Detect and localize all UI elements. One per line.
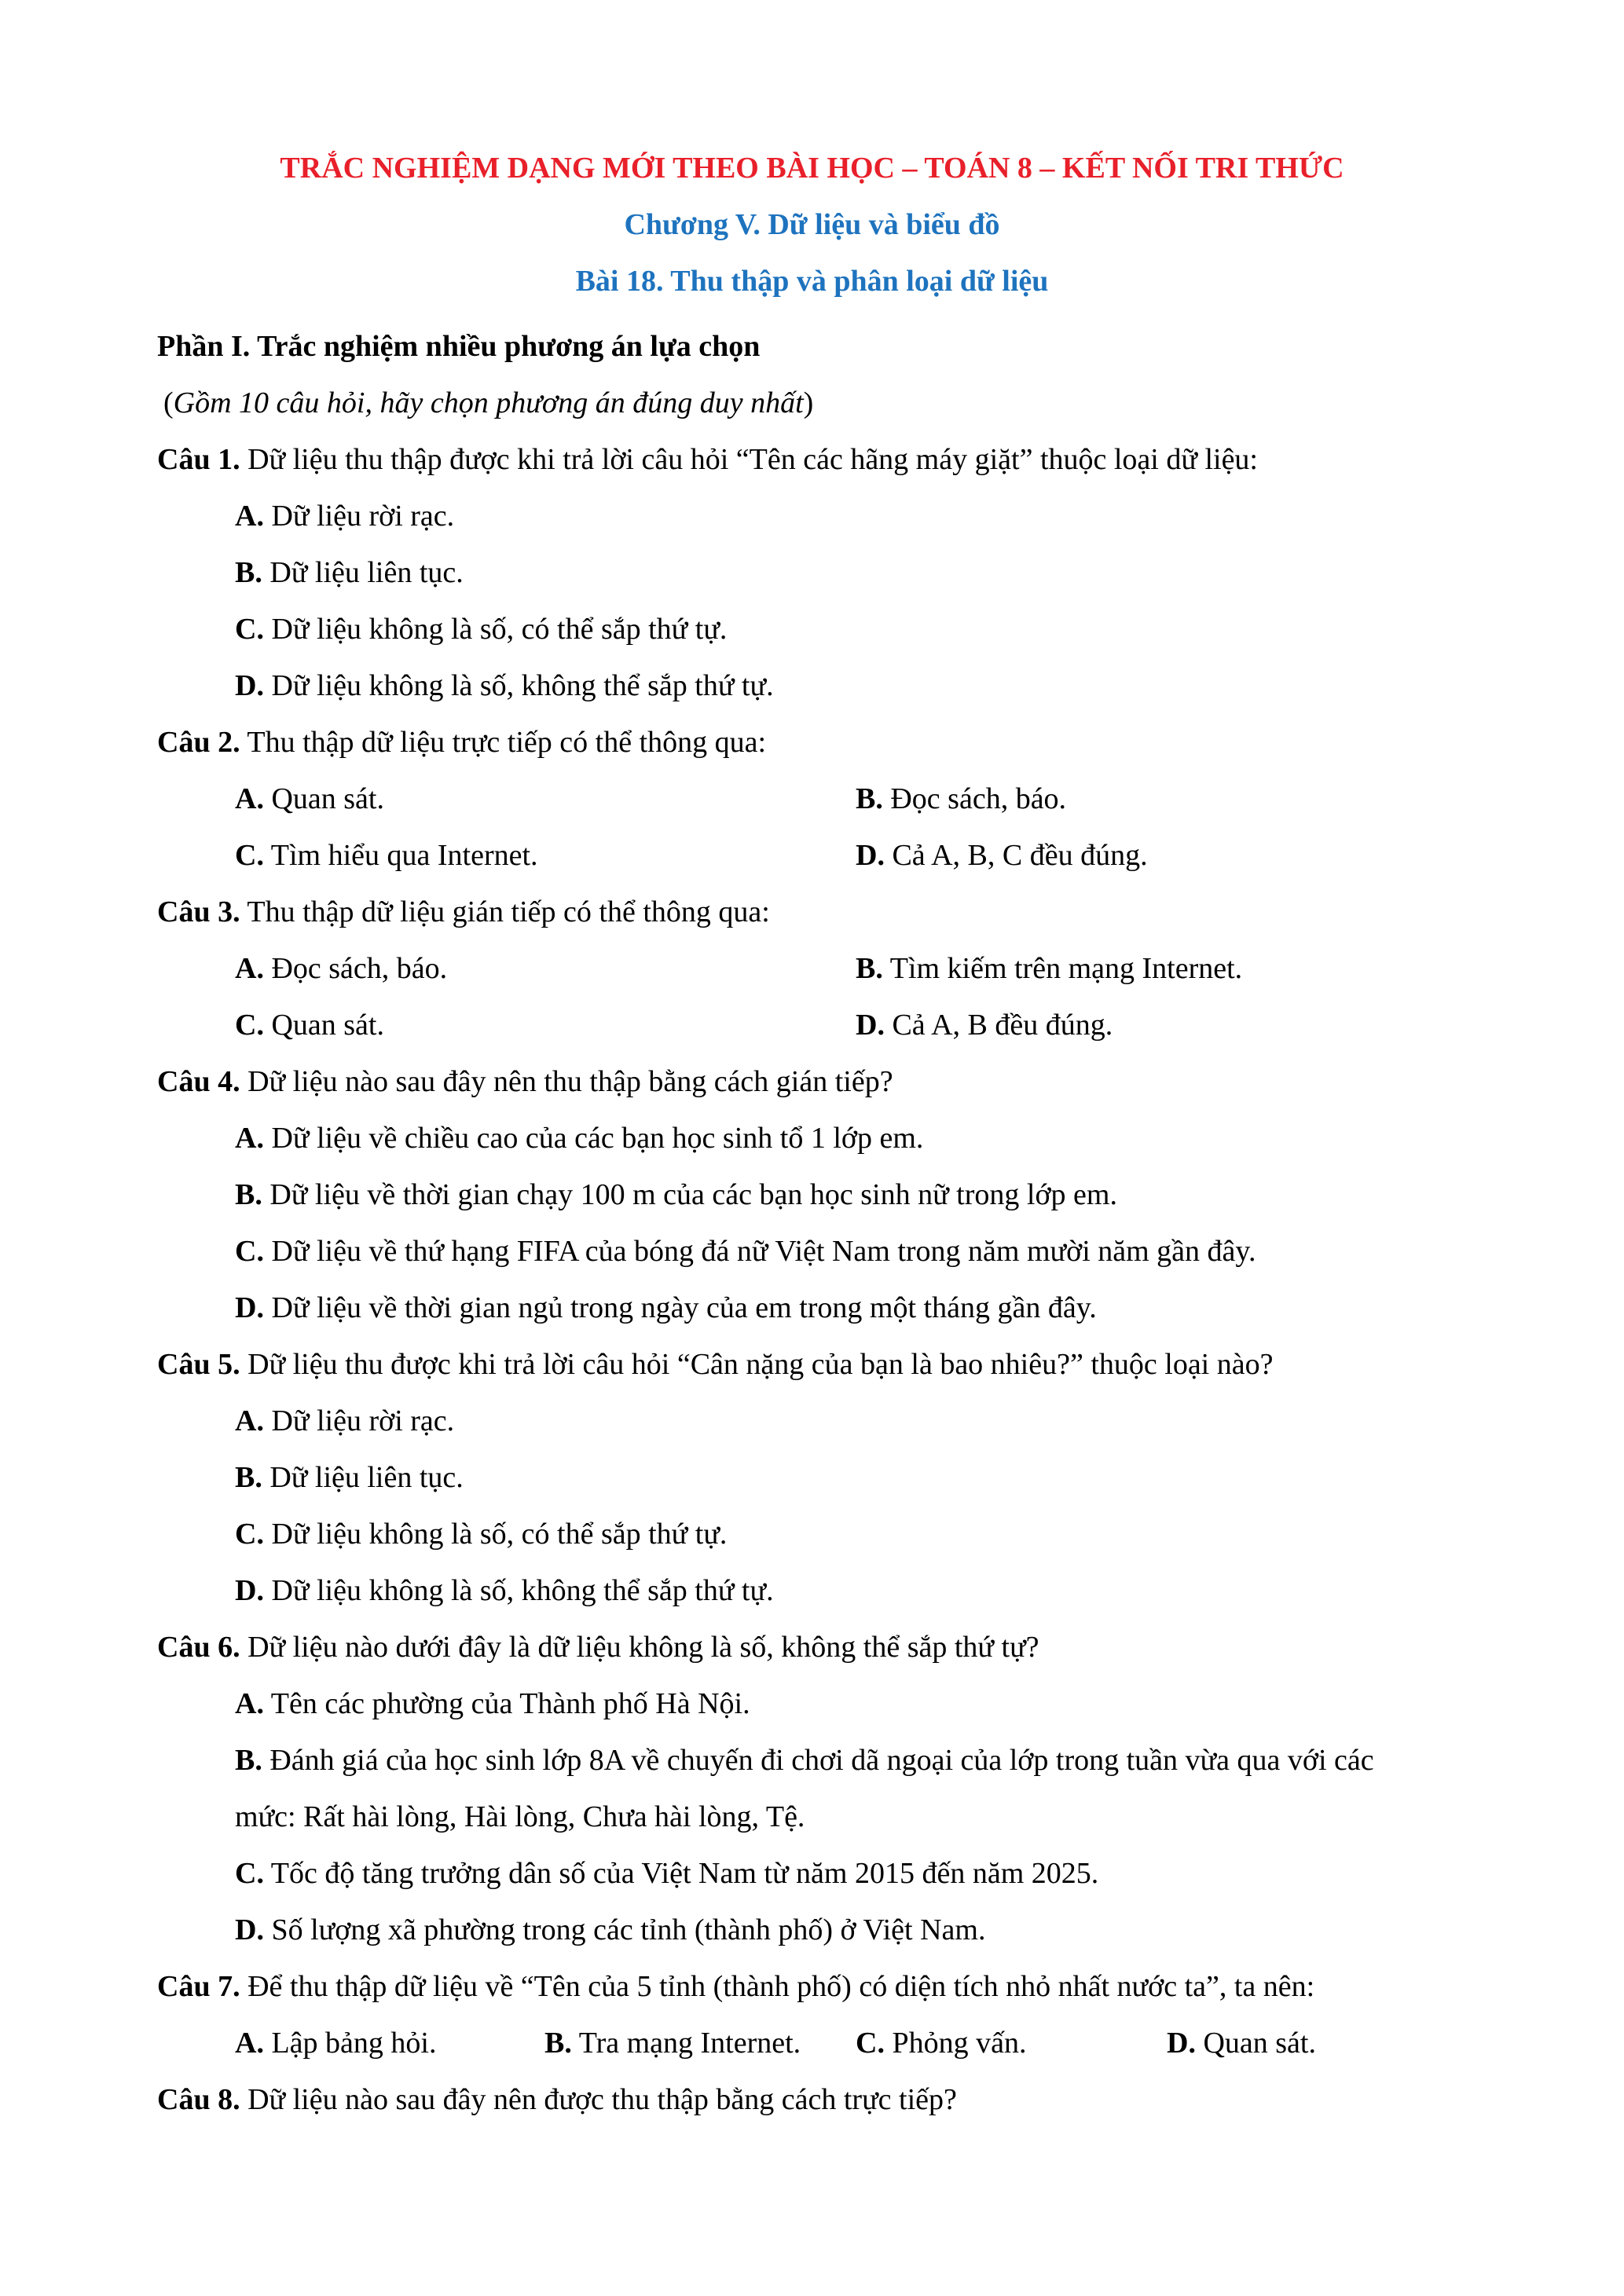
q4-option-d: D. Dữ liệu về thời gian ngủ trong ngày của em trong một tháng gần đây. [235, 1291, 1097, 1324]
q6-option-b: B. Đánh giá của học sinh lớp 8A về chuyến đi chơi dã ngoại của lớp trong tuần vừa qua với các [235, 1744, 1374, 1777]
q7-option-b: B. Tra mạng Internet. [544, 2027, 801, 2060]
q5-option-a: A. Dữ liệu rời rạc. [235, 1404, 455, 1437]
q7-option-c: C. Phỏng vấn. [856, 2027, 1027, 2060]
question-5: Câu 5. Dữ liệu thu được khi trả lời câu hỏi “Cân nặng của bạn là bao nhiêu?” thuộc loại nào? [157, 1348, 1274, 1381]
q2-option-d: D. Cả A, B, C đều đúng. [856, 839, 1148, 872]
question-8: Câu 8. Dữ liệu nào sau đây nên được thu thập bằng cách trực tiếp? [157, 2083, 957, 2116]
q5-option-d: D. Dữ liệu không là số, không thể sắp thứ tự. [235, 1574, 774, 1607]
q4-option-a: A. Dữ liệu về chiều cao của các bạn học sinh tổ 1 lớp em. [235, 1122, 924, 1155]
q2-option-a: A. Quan sát. [235, 782, 384, 815]
q5-option-c: C. Dữ liệu không là số, có thể sắp thứ tự. [235, 1518, 728, 1551]
question-6: Câu 6. Dữ liệu nào dưới đây là dữ liệu không là số, không thể sắp thứ tự? [157, 1631, 1039, 1664]
lesson-heading: Bài 18. Thu thập và phân loại dữ liệu [575, 265, 1049, 298]
q2-option-c: C. Tìm hiểu qua Internet. [235, 839, 538, 872]
q2-option-b: B. Đọc sách, báo. [856, 782, 1067, 815]
q3-option-d: D. Cả A, B đều đúng. [856, 1009, 1113, 1042]
q4-option-b: B. Dữ liệu về thời gian chạy 100 m của các bạn học sinh nữ trong lớp em. [235, 1178, 1117, 1211]
question-7: Câu 7. Để thu thập dữ liệu về “Tên của 5 tỉnh (thành phố) có diện tích nhỏ nhất nước ta”, ta nên: [157, 1970, 1315, 2003]
section-title: Phần I. Trắc nghiệm nhiều phương án lựa chọn [157, 330, 761, 363]
q6-option-a: A. Tên các phường của Thành phố Hà Nội. [235, 1687, 750, 1720]
q1-option-a: A. Dữ liệu rời rạc. [235, 500, 455, 533]
q5-option-b: B. Dữ liệu liên tục. [235, 1461, 464, 1494]
q3-option-c: C. Quan sát. [235, 1009, 384, 1042]
question-3: Câu 3. Thu thập dữ liệu gián tiếp có thể thông qua: [157, 895, 770, 928]
q4-option-c: C. Dữ liệu về thứ hạng FIFA của bóng đá nữ Việt Nam trong năm mười năm gần đây. [235, 1235, 1256, 1268]
document-title: TRẮC NGHIỆM DẠNG MỚI THEO BÀI HỌC – TOÁN 8 – KẾT NỐI TRI THỨC [280, 152, 1344, 185]
question-2: Câu 2. Thu thập dữ liệu trực tiếp có thể thông qua: [157, 726, 767, 759]
question-1: Câu 1. Dữ liệu thu thập được khi trả lời câu hỏi “Tên các hãng máy giặt” thuộc loại dữ liệu: [157, 443, 1258, 476]
question-4: Câu 4. Dữ liệu nào sau đây nên thu thập bằng cách gián tiếp? [157, 1065, 893, 1098]
q3-option-b: B. Tìm kiếm trên mạng Internet. [856, 952, 1243, 985]
q1-option-d: D. Dữ liệu không là số, không thể sắp thứ tự. [235, 669, 774, 702]
section-note: (Gồm 10 câu hỏi, hãy chọn phương án đúng duy nhất) [163, 386, 814, 419]
q6-option-d: D. Số lượng xã phường trong các tỉnh (thành phố) ở Việt Nam. [235, 1913, 986, 1946]
q6-option-c: C. Tốc độ tăng trưởng dân số của Việt Nam từ năm 2015 đến năm 2025. [235, 1857, 1099, 1890]
q3-option-a: A. Đọc sách, báo. [235, 952, 448, 985]
q1-option-b: B. Dữ liệu liên tục. [235, 556, 464, 589]
q7-option-d: D. Quan sát. [1167, 2027, 1316, 2060]
q6-option-b-continued: mức: Rất hài lòng, Hài lòng, Chưa hài lòng, Tệ. [235, 1800, 805, 1833]
q7-option-a: A. Lập bảng hỏi. [235, 2027, 437, 2060]
q1-option-c: C. Dữ liệu không là số, có thể sắp thứ tự. [235, 613, 728, 646]
chapter-heading: Chương V. Dữ liệu và biểu đồ [624, 208, 1000, 241]
